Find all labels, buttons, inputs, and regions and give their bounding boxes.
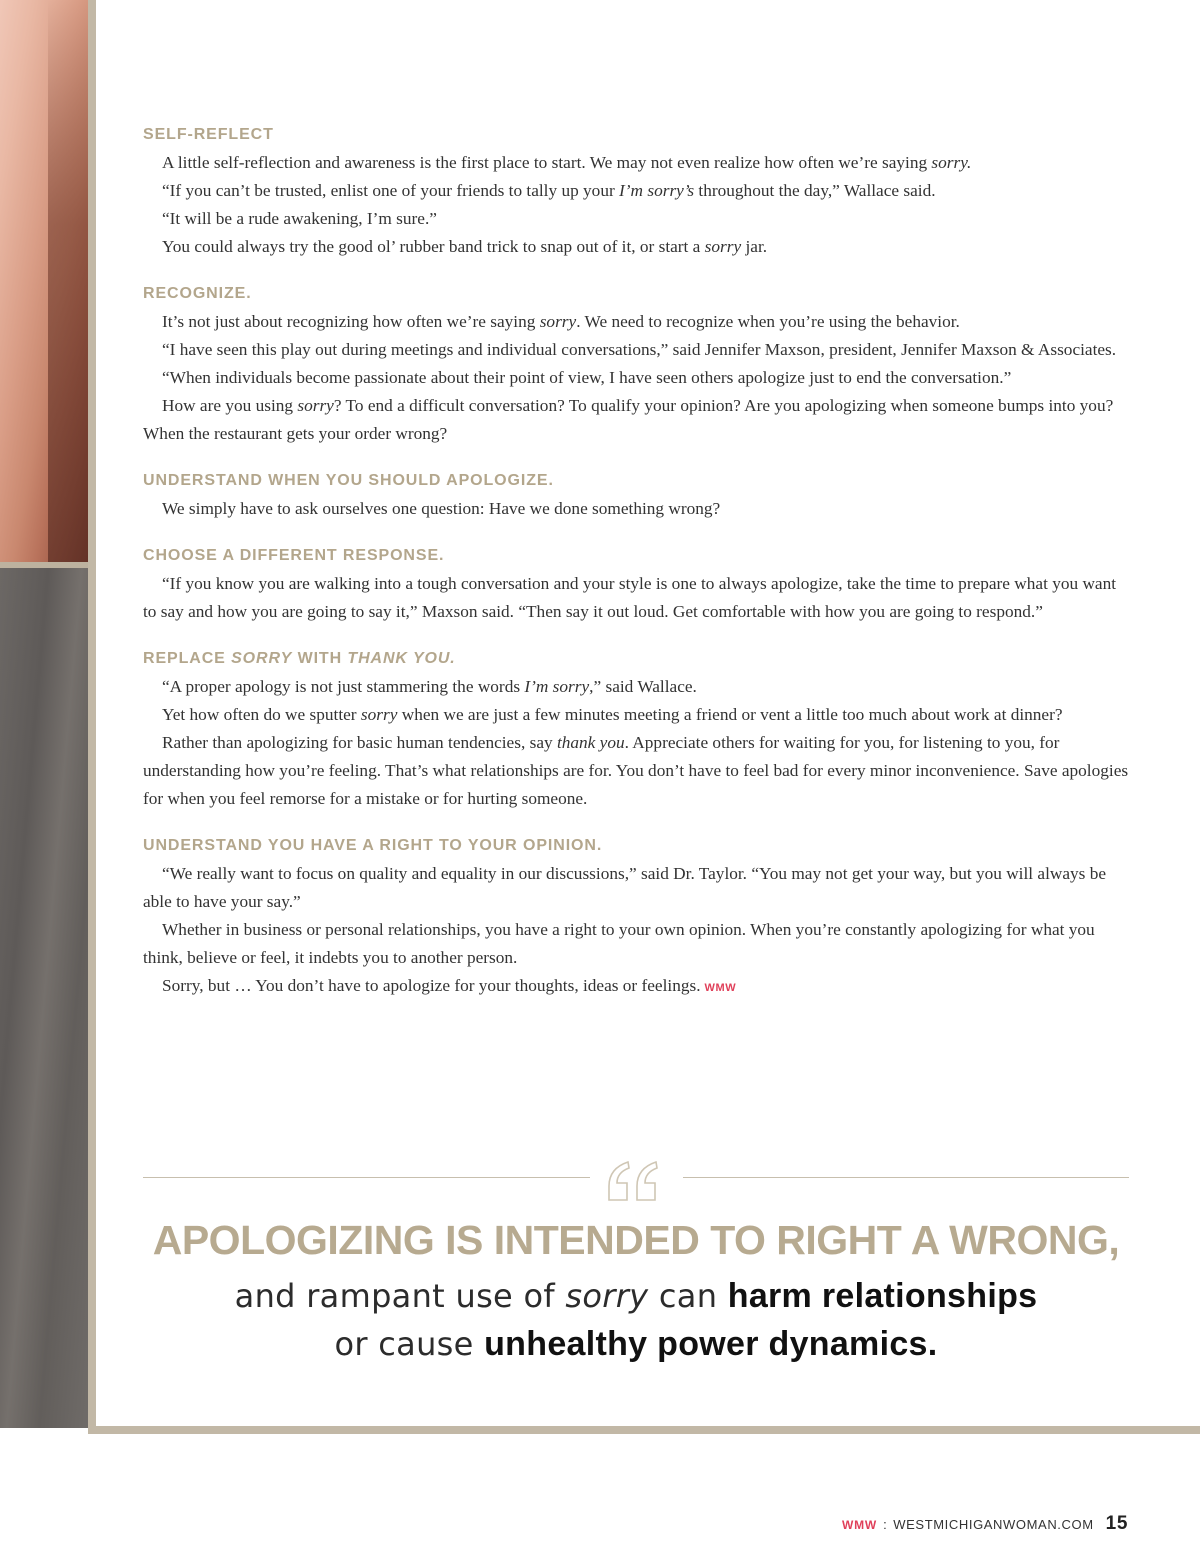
pull-quote-line-2 xyxy=(100,1322,1172,1366)
body-paragraph xyxy=(143,729,1133,813)
text-run: “A proper apology is not just stammering the words xyxy=(162,677,525,696)
body-paragraph xyxy=(143,233,1133,261)
body-paragraph xyxy=(143,392,1133,448)
section-heading: CHOOSE A DIFFERENT RESPONSE. xyxy=(143,547,445,564)
article-section xyxy=(143,648,1133,813)
text-run: “It will be a rude awakening, I’m sure.” xyxy=(162,209,437,228)
footer-brand: WMW xyxy=(842,1518,878,1532)
italic-text-run: thank you xyxy=(556,733,625,752)
section-heading: UNDERSTAND YOU HAVE A RIGHT TO YOUR OPINION. xyxy=(143,837,603,854)
footer-website-link[interactable]: WESTMICHIGANWOMAN.COM xyxy=(893,1517,1094,1532)
body-paragraph xyxy=(143,972,1133,1002)
text-run: REPLACE xyxy=(143,650,232,667)
text-run: Whether in business or personal relationships, you have a right to your own opinion. When you’re constantly apologizing for what you think, believe or feel, it indebts you to another person. xyxy=(143,920,1095,967)
section-heading: UNDERSTAND WHEN YOU SHOULD APOLOGIZE. xyxy=(143,472,554,489)
photo-divider xyxy=(0,562,92,568)
body-paragraph xyxy=(143,570,1133,626)
article-section xyxy=(143,835,1133,1002)
section-heading: SELF-REFLECT xyxy=(143,126,274,143)
text-run: “When individuals become passionate about their point of view, I have seen others apologize just to end the conversation.” xyxy=(162,368,1012,387)
text-run: “We really want to focus on quality and equality in our discussions,” said Dr. Taylor. “You may not get your way, but you will always be able to have your say.” xyxy=(143,864,1107,911)
text-run: Yet how often do we sputter xyxy=(162,705,361,724)
body-paragraph xyxy=(143,308,1133,336)
side-photo-skin xyxy=(0,0,88,562)
pull-quote-text: or cause xyxy=(334,1325,485,1363)
text-run: when we are just a few minutes meeting a friend or vent a little too much about work at dinner? xyxy=(397,705,1063,724)
text-run: ? To end a difficult conversation? To qualify your opinion? Are you apologizing when someone bumps into you? When the restaurant gets your order wrong? xyxy=(143,396,1114,443)
text-run: ,” said Wallace. xyxy=(589,677,697,696)
page-number: 15 xyxy=(1105,1513,1128,1534)
text-run: throughout the day,” Wallace said. xyxy=(694,181,936,200)
vertical-rule xyxy=(88,0,96,1434)
text-run: “If you can’t be trusted, enlist one of your friends to tally up your xyxy=(162,181,620,200)
pull-quote-rule-left xyxy=(143,1177,590,1178)
text-run: . Appreciate others for waiting for you, for listening to you, for understanding how you’re feeling. That’s what relationships are for. You don’t have to feel bad for every minor inconvenience. Save apologies for when you feel remorse for a mistake or for hurting someone. xyxy=(143,733,1129,808)
italic-text-run: I’m sorry’s xyxy=(619,181,695,200)
side-photo xyxy=(0,0,88,1428)
article-section xyxy=(143,124,1133,261)
text-run: WITH xyxy=(292,650,348,667)
body-paragraph xyxy=(143,916,1133,972)
text-run: How are you using xyxy=(162,396,298,415)
body-paragraph xyxy=(143,495,1133,523)
page-footer xyxy=(842,1513,1128,1535)
pull-quote-headline: APOLOGIZING IS INTENDED TO RIGHT A WRONG, xyxy=(152,1217,1120,1263)
pull-quote-bold: unhealthy power dynamics. xyxy=(484,1325,938,1363)
text-run: Sorry, but … You don’t have to apologize for your thoughts, ideas or feelings. xyxy=(162,976,701,995)
article-section xyxy=(143,545,1133,626)
italic-text-run: sorry. xyxy=(931,153,972,172)
italic-text-run: sorry xyxy=(539,312,577,331)
text-run: You could always try the good ol’ rubber band trick to snap out of it, or start a xyxy=(162,237,705,256)
body-paragraph xyxy=(143,364,1133,392)
italic-text-run: sorry xyxy=(704,237,742,256)
text-run: “I have seen this play out during meetings and individual conversations,” said Jennifer Maxson, president, Jennifer Maxson & Associates. xyxy=(162,340,1117,359)
pull-quote-rule-right xyxy=(683,1177,1129,1178)
body-paragraph xyxy=(143,205,1133,233)
article-body xyxy=(143,124,1133,1024)
pull-quote-line-1 xyxy=(100,1274,1172,1318)
quote-mark-icon xyxy=(598,1150,668,1210)
bottom-rule xyxy=(88,1426,1200,1434)
body-paragraph xyxy=(143,149,1133,177)
body-paragraph xyxy=(143,177,1133,205)
italic-text-run: THANK YOU. xyxy=(347,650,456,667)
footer-separator: : xyxy=(883,1517,888,1532)
pull-quote-bold: harm relationships xyxy=(727,1277,1038,1315)
text-run: Rather than apologizing for basic human tendencies, say xyxy=(162,733,557,752)
article-section xyxy=(143,470,1133,523)
body-paragraph xyxy=(143,336,1133,364)
section-heading: RECOGNIZE. xyxy=(143,285,252,302)
text-run: A little self-reflection and awareness is the first place to start. We may not even realize how often we’re saying xyxy=(162,153,932,172)
pull-quote-text: and rampant use of xyxy=(234,1277,566,1315)
italic-text-run: sorry xyxy=(360,705,398,724)
body-paragraph xyxy=(143,701,1133,729)
text-run: It’s not just about recognizing how often we’re saying xyxy=(162,312,540,331)
text-run: We simply have to ask ourselves one question: Have we done something wrong? xyxy=(162,499,721,518)
body-paragraph xyxy=(143,673,1133,701)
body-paragraph xyxy=(143,860,1133,916)
side-photo-clothing xyxy=(0,568,88,1428)
section-heading xyxy=(143,648,1133,670)
pull-quote-emphasis: sorry xyxy=(565,1277,649,1315)
end-sign: WMW xyxy=(704,982,737,994)
italic-text-run: SORRY xyxy=(231,650,293,667)
article-section xyxy=(143,283,1133,448)
italic-text-run: I’m sorry xyxy=(524,677,590,696)
text-run: . We need to recognize when you’re using the behavior. xyxy=(576,312,960,331)
text-run: “If you know you are walking into a tough conversation and your style is one to always apologize, take the time to prepare what you want to say and how you are going to say it,” Maxson said. “Then say it out loud. Get comfortable with how you are going to respond.” xyxy=(143,574,1117,621)
italic-text-run: sorry xyxy=(297,396,334,415)
pull-quote-text: can xyxy=(648,1277,728,1315)
text-run: jar. xyxy=(741,237,768,256)
